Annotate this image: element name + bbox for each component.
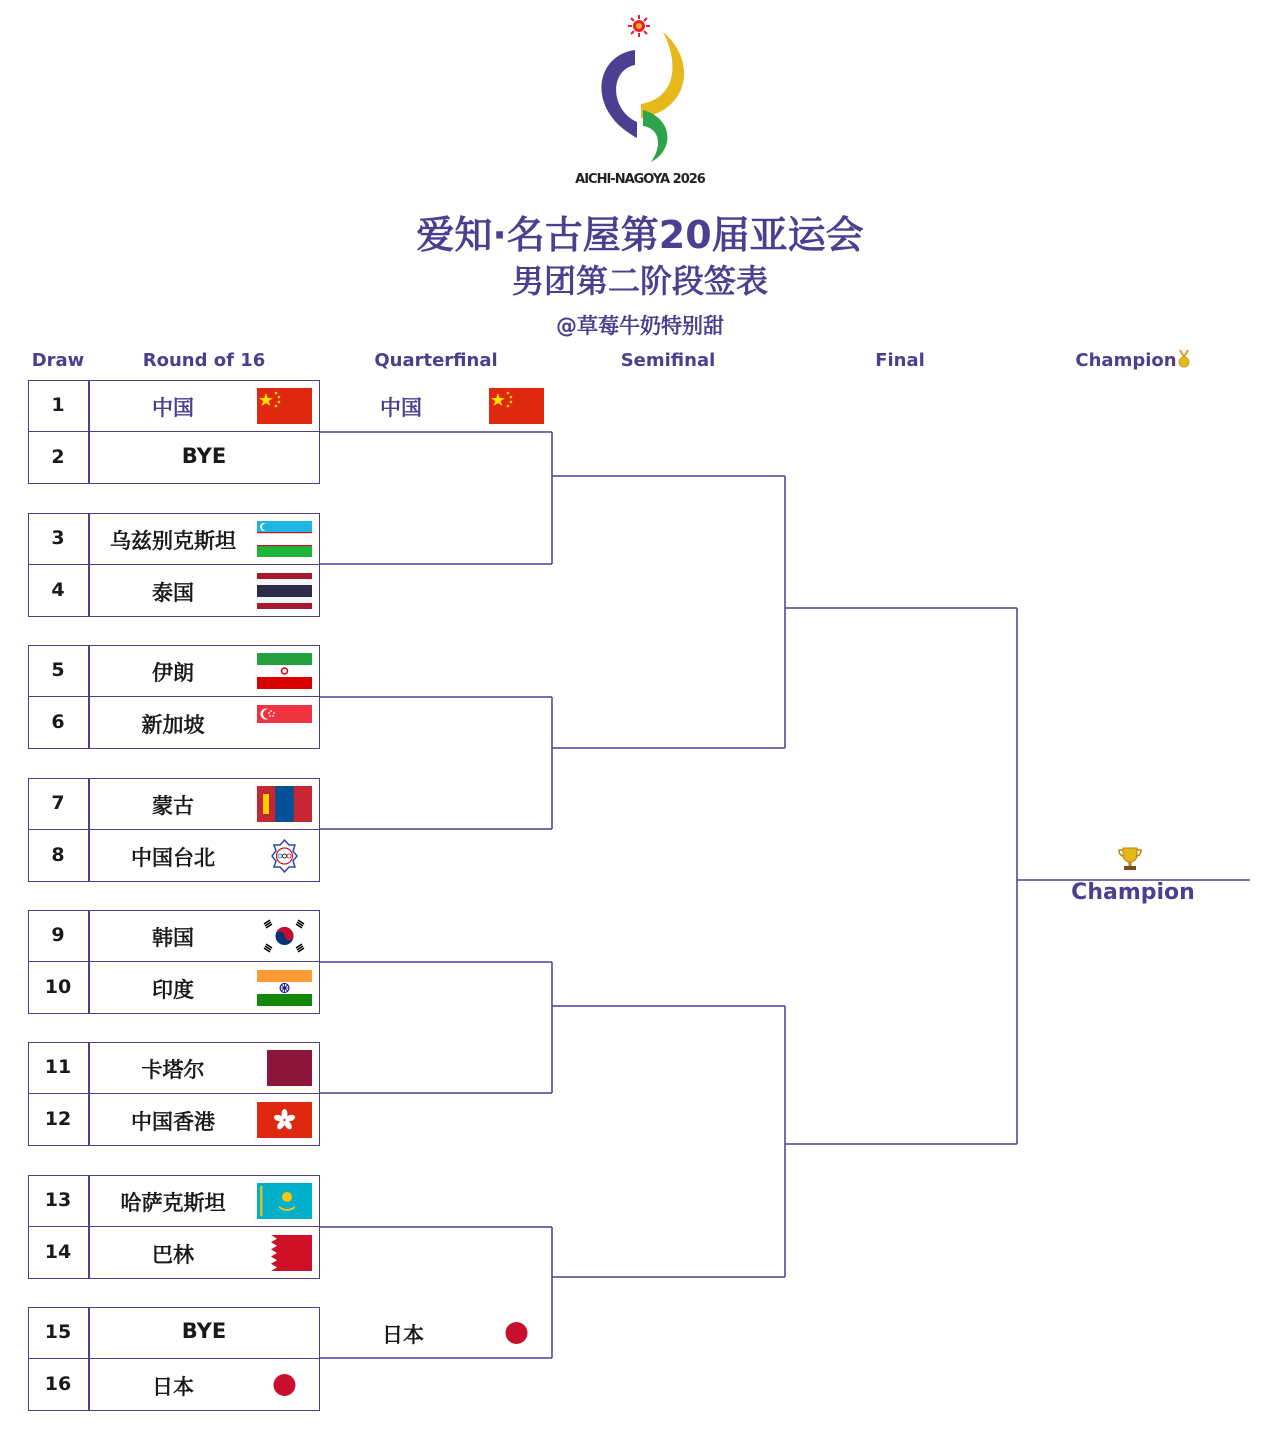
qf-bottom-name: 日本 [382, 1323, 424, 1347]
mongolia-flag-icon [257, 786, 312, 822]
page-subtitle: 男团第二阶段签表 [511, 262, 768, 300]
column-header-round16: Round of 16 [142, 350, 266, 371]
draw-number: 12 [44, 1108, 72, 1130]
korea-flag-icon [257, 918, 312, 954]
team-name: 哈萨克斯坦 [120, 1191, 226, 1215]
column-header-semifinal: Semifinal [620, 350, 716, 371]
draw-number: 13 [44, 1189, 72, 1211]
team-name: BYE [181, 444, 227, 468]
thailand-flag-icon [257, 573, 312, 609]
draw-number: 16 [44, 1373, 72, 1395]
draw-number: 3 [51, 527, 65, 549]
team-name: 中国 [152, 396, 194, 420]
page-title: 爱知·名古屋第20届亚运会 [416, 213, 864, 257]
draw-number: 2 [51, 446, 65, 468]
qatar-flag-icon [257, 1050, 312, 1086]
team-name: 巴林 [152, 1243, 194, 1267]
india-flag-icon [257, 970, 312, 1006]
column-header-final: Final [875, 350, 925, 371]
team-name: 伊朗 [152, 661, 194, 685]
iran-flag-icon [257, 653, 312, 689]
champion-label: Champion [1071, 880, 1195, 905]
team-name: 韩国 [152, 926, 194, 950]
draw-number: 5 [51, 659, 65, 681]
team-name: 新加坡 [141, 713, 205, 737]
kazakhstan-flag-icon [257, 1183, 312, 1219]
uzbekistan-flag-icon [257, 521, 312, 557]
china-flag-icon [257, 388, 312, 424]
japan-flag-icon [257, 1367, 312, 1403]
trophy-icon [1118, 846, 1142, 872]
draw-number: 8 [51, 844, 65, 866]
qf-top-name: 中国 [380, 396, 422, 420]
team-name: 中国台北 [131, 846, 215, 870]
draw-number: 7 [51, 792, 65, 814]
hong-kong-flag-icon [257, 1102, 312, 1138]
column-header-draw: Draw [31, 350, 85, 371]
team-name: 乌兹别克斯坦 [110, 529, 236, 553]
draw-number: 4 [51, 579, 65, 601]
team-name: 中国香港 [131, 1110, 215, 1134]
team-name: 蒙古 [152, 794, 194, 818]
team-name: BYE [181, 1319, 227, 1343]
draw-number: 1 [51, 394, 65, 416]
bahrain-flag-icon [257, 1235, 312, 1271]
team-name: 日本 [152, 1375, 194, 1399]
logo-wordmark: AICHI-NAGOYA 2026 [575, 172, 705, 187]
draw-number: 15 [44, 1321, 72, 1343]
author-credit: @草莓牛奶特别甜 [556, 314, 724, 338]
draw-number: 11 [44, 1056, 72, 1078]
draw-number: 10 [44, 976, 72, 998]
column-header-champion: Champion [1040, 350, 1226, 371]
draw-number: 6 [51, 711, 65, 733]
column-header-quarterfinal: Quarterfinal [374, 350, 498, 371]
china-flag-icon [489, 388, 544, 424]
draw-number: 14 [44, 1241, 72, 1263]
team-name: 卡塔尔 [141, 1058, 205, 1082]
chinese-taipei-flag-icon [257, 838, 312, 874]
draw-number: 9 [51, 924, 65, 946]
team-name: 印度 [152, 978, 194, 1002]
japan-flag-icon [489, 1315, 544, 1351]
singapore-flag-icon [257, 705, 312, 741]
team-name: 泰国 [152, 581, 194, 605]
